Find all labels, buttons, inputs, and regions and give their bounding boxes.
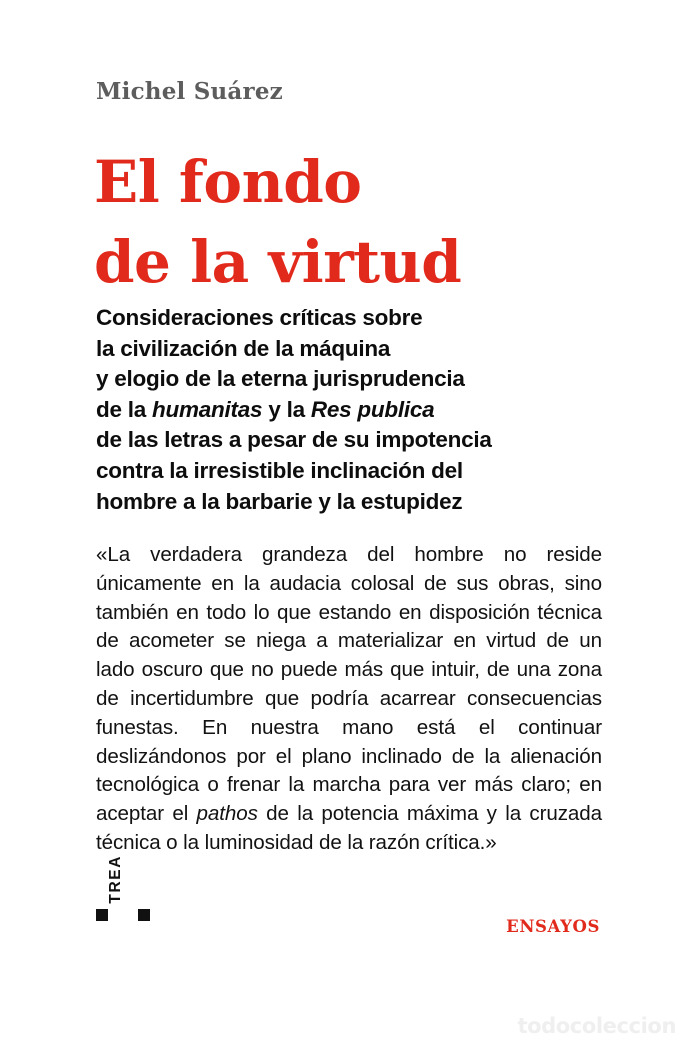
plain-text: Consideraciones críticas sobre xyxy=(96,305,423,330)
subtitle-line-2 xyxy=(96,334,616,365)
publisher-logo-trea xyxy=(95,855,161,983)
emphasized-text: humanitas xyxy=(152,396,263,422)
site-watermark: todocoleccion xyxy=(517,1014,676,1038)
book-title xyxy=(94,142,461,302)
plain-text: y la xyxy=(262,396,311,422)
plain-text: de la xyxy=(96,396,153,422)
author-name: Michel Suárez xyxy=(96,78,283,105)
plain-text: de la potencia máxima y la cruzada técnica o la luminosidad de la razón crítica.» xyxy=(96,802,602,854)
plain-text: contra la irresistible inclinación del xyxy=(96,457,463,483)
subtitle-line-5 xyxy=(96,425,616,456)
cover-quote xyxy=(96,541,602,858)
plain-text: hombre a la barbarie y la estupidez xyxy=(96,488,463,514)
plain-text: y elogio de la eterna jurisprudencia xyxy=(96,366,465,392)
subtitle-line-6 xyxy=(96,456,616,487)
subtitle-line-7 xyxy=(96,487,616,518)
plain-text: «La verdadera grandeza del hombre no reside únicamente en la audacia colosal de sus obras, sino también en todo lo que estando en disposición técnica de acometer se niega a materializar en virtud de un lado oscuro que no puede más que intuir, de una zona de incertidumbre que podría acarrear consecuencias funestas. En nuestra mano está el continuar deslizándonos por el plano inclinado de la alienación tecnológica o frenar la marcha para ver más claro; en aceptar el xyxy=(96,543,602,826)
emphasized-text: pathos xyxy=(196,802,258,826)
logo-square-right-icon xyxy=(138,909,150,921)
subtitle-line-1 xyxy=(96,303,616,334)
publisher-name: TREA xyxy=(107,855,124,904)
subtitle-line-3 xyxy=(96,364,616,395)
subtitle-line-4 xyxy=(96,395,616,426)
emphasized-text: Res publica xyxy=(310,396,435,422)
plain-text: la civilización de la máquina xyxy=(96,335,391,361)
title-line-1: El fondo xyxy=(94,148,362,216)
book-subtitle xyxy=(96,303,616,517)
title-line-2: de la virtud xyxy=(94,228,462,296)
collection-label: ENSAYOS xyxy=(506,917,600,936)
plain-text: de las letras a pesar de su impotencia xyxy=(96,427,492,453)
